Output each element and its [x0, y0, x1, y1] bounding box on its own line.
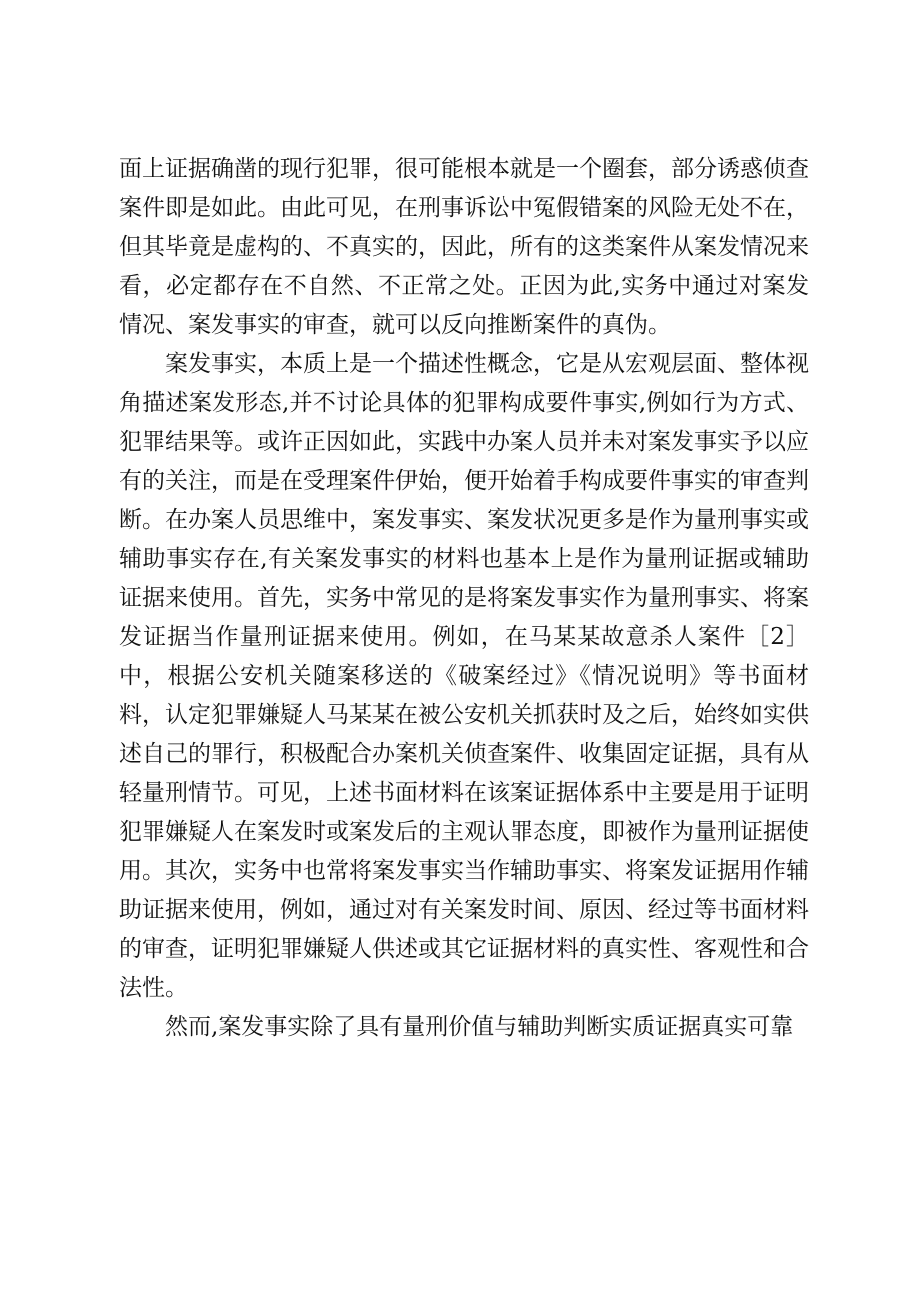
paragraph-2: 案发事实，本质上是一个描述性概念，它是从宏观层面、整体视角描述案发形态,并不讨论具体的犯罪构成要件事实,例如行为方式、犯罪结果等。或许正因如此，实践中办案人员并未对案发事实予以应有的关注，而是在受理案件伊始，便开始着手构成要件事实的审查判断。在办案人员思维中，案发事实、案发状况更多是作为量刑事实或辅助事实存在,有关案发事实的材料也基本上是作为量刑证据或辅助证据来使用。首先，实务中常见的是将案发事实作为量刑事实、将案发证据当作量刑证据来使用。例如，在马某某故意杀人案件［2］中，根据公安机关随案移送的《破案经过》《情况说明》等书面材料，认定犯罪嫌疑人马某某在被公安机关抓获时及之后，始终如实供述自己的罪行，积极配合办案机关侦查案件、收集固定证据，具有从轻量刑情节。可见，上述书面材料在该案证据体系中主要是用于证明犯罪嫌疑人在案发时或案发后的主观认罪态度，即被作为量刑证据使用。其次，实务中也常将案发事实当作辅助事实、将案发证据用作辅助证据来使用，例如，通过对有关案发时间、原因、经过等书面材料的审查，证明犯罪嫌疑人供述或其它证据材料的真实性、客观性和合法性。: [119, 351, 809, 1001]
body-text: [119, 150, 809, 1047]
paragraph-1: 面上证据确凿的现行犯罪，很可能根本就是一个圈套，部分诱惑侦查案件即是如此。由此可见，在刑事诉讼中冤假错案的风险无处不在，但其毕竟是虚构的、不真实的，因此，所有的这类案件从案发情况来看，必定都存在不自然、不正常之处。正因为此,实务中通过对案发情况、案发事实的审查，就可以反向推断案件的真伪。: [119, 156, 809, 338]
paragraph-3: 然而,案发事实除了具有量刑价值与辅助判断实质证据真实可靠: [165, 1014, 794, 1040]
